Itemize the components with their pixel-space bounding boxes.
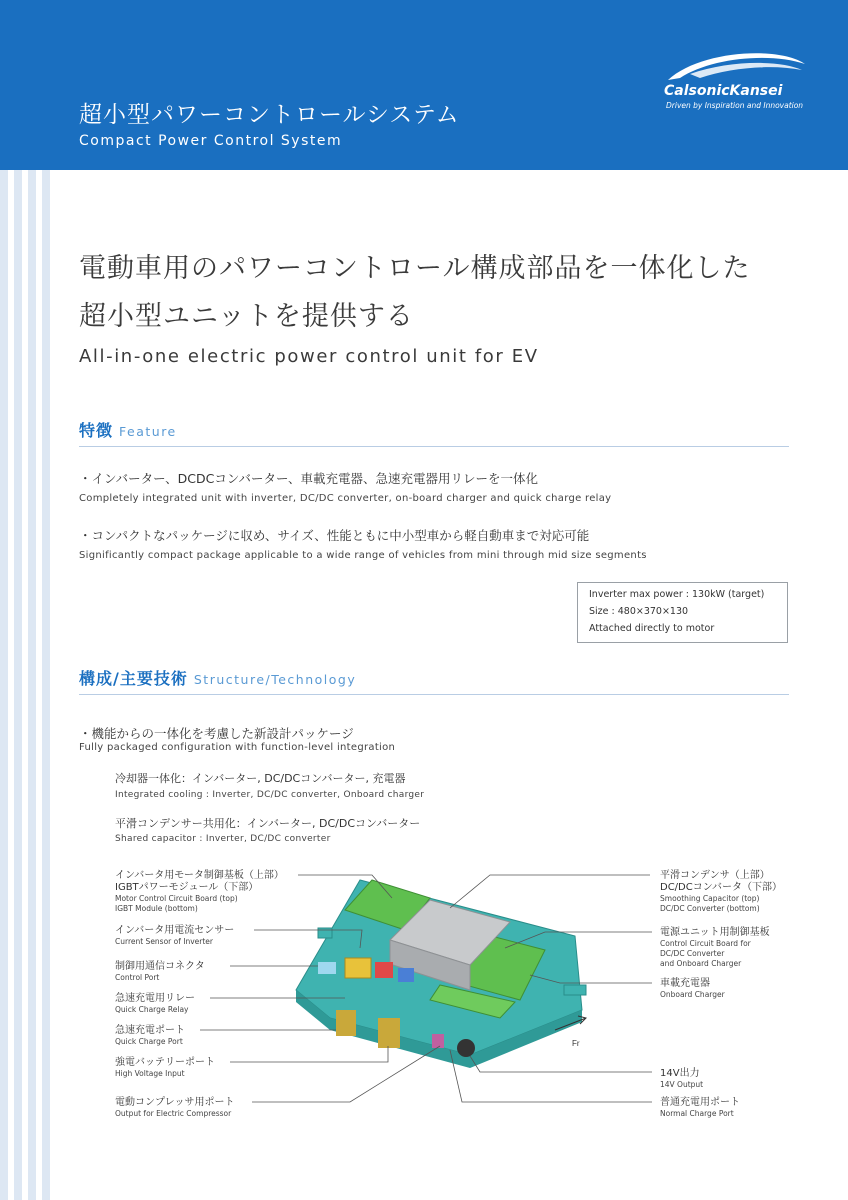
headline-line-2: 超小型ユニットを提供する — [79, 301, 414, 332]
page-title-en: Compact Power Control System — [79, 133, 343, 149]
component-part — [318, 962, 336, 974]
feature-heading — [79, 418, 177, 441]
headline-line-1: 電動車用のパワーコントロール構成部品を一体化した — [79, 253, 751, 284]
label-power-control-board: 電源ユニット用制御基板 Control Circuit Board for DC/DC Converter and Onboard Charger — [660, 927, 770, 968]
quick-charge-port — [336, 1010, 356, 1036]
feature-item-1-jp: ・インバーター、DCDCコンバーター、車載充電器、急速充電器用リレーを一体化 — [79, 471, 538, 486]
mount-tab — [318, 928, 332, 938]
label-control-port: 制御用通信コネクタ Control Port — [115, 961, 205, 982]
direction-label: Fr — [572, 1039, 580, 1048]
brand-tagline: Driven by Inspiration and Innovation — [666, 101, 804, 110]
compressor-port — [432, 1034, 444, 1048]
component-connector — [375, 962, 393, 978]
battery-port — [378, 1018, 400, 1048]
structure-divider — [79, 694, 789, 695]
feature-heading-jp: 特徴 — [79, 421, 114, 440]
label-onboard-charger: 車載充電器 Onboard Charger — [660, 978, 725, 999]
label-compressor-output: 電動コンプレッサ用ポート Output for Electric Compressor — [115, 1097, 235, 1118]
structure-heading — [79, 666, 356, 689]
brand-logo-name: CalsonicKansei — [664, 83, 783, 99]
label-quick-charge-port: 急速充電ポート Quick Charge Port — [115, 1025, 185, 1046]
component-relay — [345, 958, 371, 978]
feature-divider — [79, 446, 789, 447]
structure-sub-1-jp: 冷却器一体化：インバーター, DC/DCコンバーター, 充電器 — [115, 772, 406, 785]
feature-heading-en: Feature — [119, 424, 177, 439]
structure-sub-1-en: Integrated cooling : Inverter, DC/DC converter, Onboard charger — [115, 790, 425, 800]
page-title-jp: 超小型パワーコントロールシステム — [79, 102, 460, 128]
spec-line: Inverter max power : 130kW (target) — [589, 589, 765, 600]
label-motor-control-board: インバータ用モータ制御基板（上部） IGBTパワーモジュール（下部） Motor Control Circuit Board (top) IGBT Module (bottom) — [115, 870, 284, 913]
label-current-sensor: インバータ用電流センサー Current Sensor of Inverter — [115, 925, 235, 946]
label-high-voltage-input: 強電バッテリーポート High Voltage Input — [115, 1057, 215, 1078]
spec-line: Attached directly to motor — [589, 623, 715, 634]
structure-bullet-jp: ・機能からの一体化を考慮した新設計パッケージ — [79, 726, 354, 741]
feature-item-1-en: Completely integrated unit with inverter, DC/DC converter, on-board charger and quick charge relay — [79, 493, 612, 504]
headline-en: All-in-one electric power control unit for EV — [79, 346, 539, 367]
output-14v-port — [457, 1039, 475, 1057]
structure-sub-2-en: Shared capacitor : Inverter, DC/DC converter — [115, 834, 331, 844]
label-normal-charge-port: 普通充電用ポート Normal Charge Port — [660, 1097, 740, 1118]
feature-item-2-jp: ・コンパクトなパッケージに収め、サイズ、性能ともに中小型車から軽自動車まで対応可能 — [79, 528, 590, 543]
label-quick-charge-relay: 急速充電用リレー Quick Charge Relay — [115, 993, 195, 1014]
label-smoothing-capacitor: 平滑コンデンサ（上部） DC/DCコンバータ（下部） Smoothing Capacitor (top) DC/DC Converter (bottom) — [660, 870, 783, 913]
structure-heading-jp: 構成/主要技術 — [79, 669, 188, 688]
component-sensor — [398, 968, 414, 982]
structure-sub-2-jp: 平滑コンデンサー共用化：インバーター, DC/DCコンバーター — [115, 817, 421, 830]
label-14v-output: 14V出力 14V Output — [660, 1068, 704, 1089]
mount-tab — [564, 985, 586, 995]
spec-box — [577, 582, 788, 643]
spec-line: Size : 480×370×130 — [589, 606, 689, 617]
feature-item-2-en: Significantly compact package applicable to a wide range of vehicles from mini through mid size segments — [79, 550, 647, 561]
structure-heading-en: Structure/Technology — [193, 672, 357, 687]
structure-bullet-en: Fully packaged configuration with function-level integration — [79, 742, 396, 753]
